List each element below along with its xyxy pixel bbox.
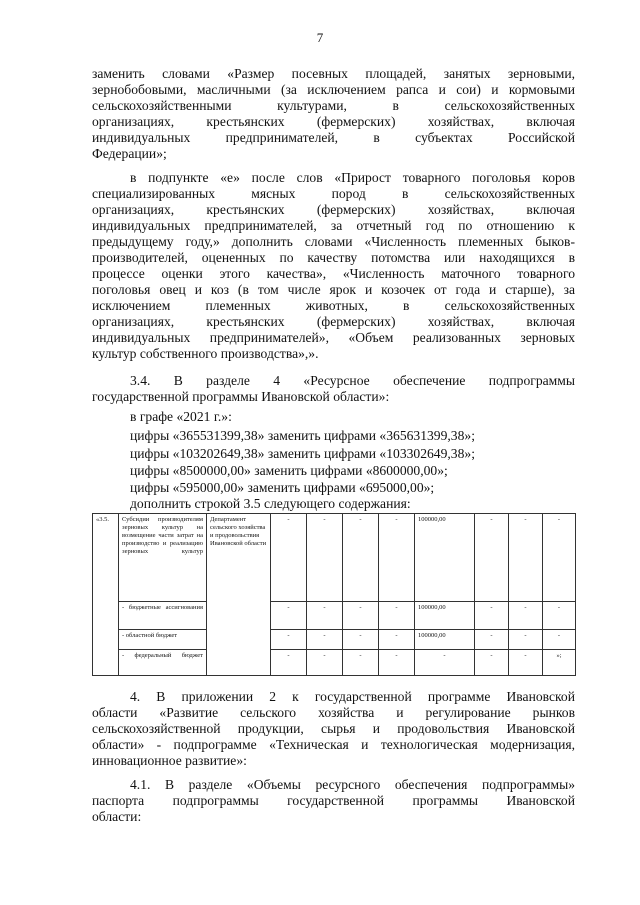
table-cell: - bbox=[307, 514, 343, 602]
table-cell: - bbox=[271, 602, 307, 630]
paragraph-line: заменить словами «Размер посевных площадей, занятых зерновыми, bbox=[92, 66, 575, 81]
amount-cell: 100000,00 bbox=[415, 514, 475, 602]
paragraph-line: процессе оценки этого качества», «Численность маточного товарного bbox=[92, 266, 575, 281]
table-cell: - bbox=[343, 630, 379, 650]
table-row bbox=[93, 650, 576, 676]
paragraph-line: организациях, крестьянских (фермерских) хозяйствах, включая bbox=[92, 314, 575, 329]
paragraph-line: индивидуальных предпринимателей», «Объем реализованных зерновых bbox=[92, 330, 575, 345]
table-cell: - bbox=[509, 602, 543, 630]
page-number: 7 bbox=[316, 30, 324, 45]
paragraph-line: области «Развитие сельского хозяйства и регулирование рынков bbox=[92, 705, 575, 720]
table-cell: - bbox=[379, 514, 415, 602]
table-cell: - bbox=[343, 514, 379, 602]
paragraph-line: сельскохозяйственной продукции, сырья и продовольствия Ивановской bbox=[92, 721, 575, 736]
paragraph-line: области: bbox=[92, 809, 142, 824]
paragraph-line: производителей, оцененных по качеству потомства или находящихся в bbox=[92, 250, 575, 265]
table-cell: - bbox=[509, 650, 543, 676]
paragraph-line: предыдущему году,» дополнить словами «Численность племенных быков- bbox=[92, 234, 575, 249]
paragraph-line: поголовья овец и коз (в том числе ярок и козочек от года и старше), за bbox=[92, 282, 575, 297]
table-cell: - bbox=[475, 650, 509, 676]
subrow-label: - областной бюджет bbox=[119, 630, 207, 650]
table-cell: - bbox=[415, 650, 475, 676]
insert-table bbox=[92, 513, 576, 676]
table-cell: - bbox=[271, 514, 307, 602]
paragraph-line: цифры «103202649,38» заменить цифрами «103302649,38»; bbox=[130, 446, 475, 461]
table-cell: - bbox=[307, 602, 343, 630]
table-cell: - bbox=[475, 602, 509, 630]
table-cell: - bbox=[343, 602, 379, 630]
paragraph-line: цифры «595000,00» заменить цифрами «695000,00»; bbox=[130, 480, 435, 495]
subrow-label: - бюджетные ассигнования bbox=[119, 602, 207, 630]
table-cell: - bbox=[509, 514, 543, 602]
paragraph-line: государственной программы Ивановской области»: bbox=[92, 389, 390, 404]
paragraph-line: 4.1. В разделе «Объемы ресурсного обеспечения подпрограммы» bbox=[130, 777, 575, 792]
row-number: «3.5. bbox=[93, 514, 119, 676]
paragraph-line: Федерации»; bbox=[92, 146, 167, 161]
table-row bbox=[93, 514, 576, 602]
table-cell: - bbox=[379, 602, 415, 630]
table-cell: - bbox=[271, 650, 307, 676]
paragraph-line: инновационное развитие»: bbox=[92, 753, 247, 768]
paragraph-line: индивидуальных предпринимателей, в субъектах Российской bbox=[92, 130, 575, 145]
paragraph-line: организациях, крестьянских (фермерских) хозяйствах, включая bbox=[92, 114, 575, 129]
amount-cell: 100000,00 bbox=[415, 630, 475, 650]
executor-name: Департамент сельского хозяйства и продовольствия Ивановской области bbox=[207, 514, 271, 676]
paragraph-line: индивидуальных предпринимателей, за отчетный год по отношению к bbox=[92, 218, 575, 233]
table-cell: - bbox=[509, 630, 543, 650]
table-cell: - bbox=[379, 650, 415, 676]
table-cell: - bbox=[307, 630, 343, 650]
paragraph-line: организациях, крестьянских (фермерских) хозяйствах, включая bbox=[92, 202, 575, 217]
table-cell: - bbox=[271, 630, 307, 650]
paragraph-line: дополнить строкой 3.5 следующего содержания: bbox=[130, 496, 411, 511]
paragraph-line: сельскохозяйственными культурами, в сельскохозяйственных bbox=[92, 98, 575, 113]
table-row bbox=[93, 630, 576, 650]
paragraph-line: 4. В приложении 2 к государственной программе Ивановской bbox=[130, 689, 575, 704]
paragraph-line: зернобобовыми, масличными (за исключением рапса и сои) и кормовыми bbox=[92, 82, 575, 97]
amount-cell: 100000,00 bbox=[415, 602, 475, 630]
subrow-label: - федеральный бюджет bbox=[119, 650, 207, 676]
table-cell: - bbox=[543, 602, 576, 630]
table-cell: - bbox=[475, 514, 509, 602]
paragraph-line: в подпункте «е» после слов «Прирост товарного поголовья коров bbox=[130, 170, 575, 185]
paragraph-line: культур собственного производства»,». bbox=[92, 346, 319, 361]
table-cell: - bbox=[343, 650, 379, 676]
paragraph-line: цифры «8500000,00» заменить цифрами «8600000,00»; bbox=[130, 463, 448, 478]
table-cell: - bbox=[475, 630, 509, 650]
table-end-mark: »; bbox=[543, 650, 576, 676]
paragraph-line: исключением племенных животных, в сельскохозяйственных bbox=[92, 298, 575, 313]
subsidy-name: Субсидии производителям зерновых культур на возмещение части затрат на производство и реализацию зерновых культур bbox=[119, 514, 207, 602]
table-cell: - bbox=[543, 630, 576, 650]
paragraph-line: в графе «2021 г.»: bbox=[130, 409, 232, 424]
paragraph-line: 3.4. В разделе 4 «Ресурсное обеспечение подпрограммы bbox=[130, 373, 575, 388]
paragraph-line: области» - подпрограмме «Техническая и технологическая модернизация, bbox=[92, 737, 575, 752]
table-cell: - bbox=[307, 650, 343, 676]
paragraph-line: специализированных мясных пород в сельскохозяйственных bbox=[92, 186, 575, 201]
table-row bbox=[93, 602, 576, 630]
paragraph-line: паспорта подпрограммы государственной программы Ивановской bbox=[92, 793, 575, 808]
table-cell: - bbox=[543, 514, 576, 602]
table-cell: - bbox=[379, 630, 415, 650]
paragraph-line: цифры «365531399,38» заменить цифрами «365631399,38»; bbox=[130, 428, 475, 443]
